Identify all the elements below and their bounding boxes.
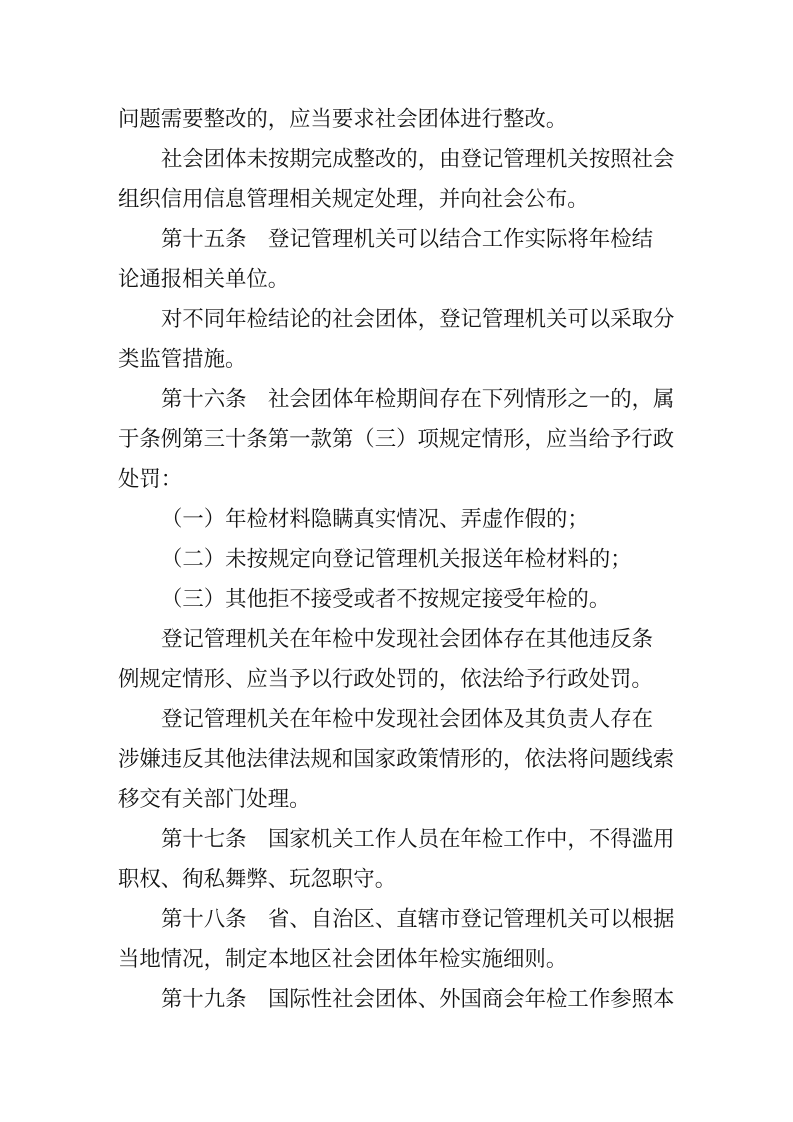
text-line: 第十八条 省、自治区、直辖市登记管理机关可以根据 [161, 907, 675, 931]
text-line: 组织信用信息管理相关规定处理，并向社会公布。 [118, 187, 589, 211]
text-line: 第十七条 国家机关工作人员在年检工作中，不得滥用 [161, 827, 675, 851]
text-line: 问题需要整改的，应当要求社会团体进行整改。 [118, 107, 568, 131]
text-line: 例规定情形、应当予以行政处罚的，依法给予行政处罚。 [118, 667, 653, 691]
text-line: 社会团体未按期完成整改的，由登记管理机关按照社会 [161, 147, 675, 171]
text-line: 当地情况，制定本地区社会团体年检实施细则。 [118, 947, 568, 971]
text-line: 处罚： [118, 467, 183, 491]
text-line: 第十六条 社会团体年检期间存在下列情形之一的，属 [161, 387, 675, 411]
text-line: （二）未按规定向登记管理机关报送年检材料的； [161, 547, 632, 571]
text-line: （三）其他拒不接受或者不按规定接受年检的。 [161, 587, 611, 611]
text-line: 职权、徇私舞弊、玩忽职守。 [118, 867, 397, 891]
text-line: 第十五条 登记管理机关可以结合工作实际将年检结 [161, 227, 653, 251]
text-line: 登记管理机关在年检中发现社会团体存在其他违反条 [161, 627, 653, 651]
text-line: 第十九条 国际性社会团体、外国商会年检工作参照本 [161, 987, 675, 1011]
text-line: 涉嫌违反其他法律法规和国家政策情形的，依法将问题线索 [118, 747, 675, 771]
text-line: 移交有关部门处理。 [118, 787, 311, 811]
text-line: （一）年检材料隐瞒真实情况、弄虚作假的； [161, 507, 589, 531]
text-line: 于条例第三十条第一款第（三）项规定情形，应当给予行政 [118, 427, 675, 451]
text-line: 登记管理机关在年检中发现社会团体及其负责人存在 [161, 707, 653, 731]
text-line: 论通报相关单位。 [118, 267, 290, 291]
text-line: 对不同年检结论的社会团体，登记管理机关可以采取分 [161, 307, 675, 331]
text-block [118, 99, 678, 1019]
text-line: 类监管措施。 [118, 347, 247, 371]
